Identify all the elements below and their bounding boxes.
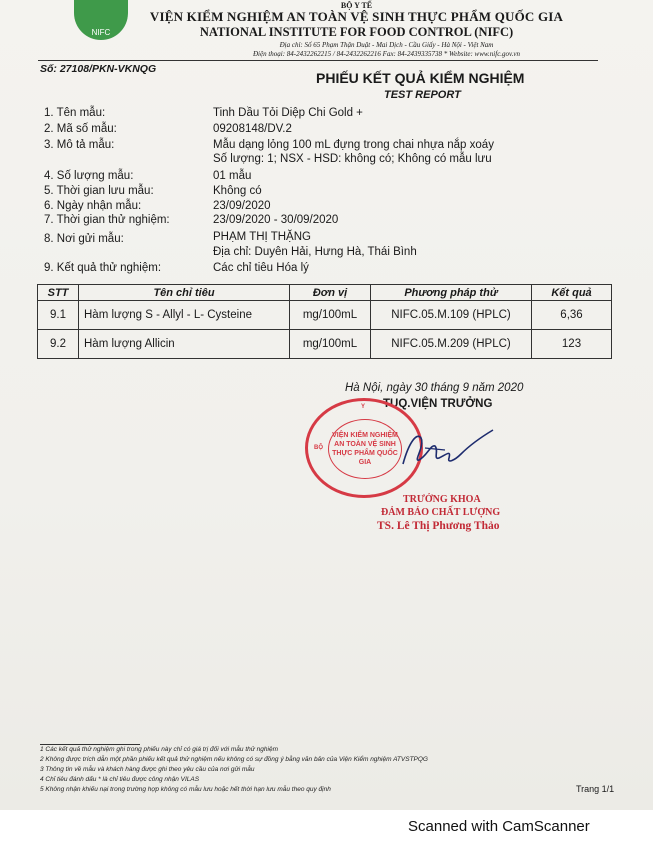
- place-date: Hà Nội, ngày 30 tháng 9 năm 2020: [345, 382, 524, 394]
- field-value: 23/09/2020 - 30/09/2020: [213, 214, 339, 226]
- field-label: 7. Thời gian thử nghiệm:: [44, 214, 170, 226]
- cell-result: 123: [532, 330, 612, 359]
- cell-unit: mg/100mL: [290, 301, 371, 330]
- column-header: Phương pháp thử: [371, 285, 532, 301]
- field-value-line2: Số lượng: 1; NSX - HSD: không có; Không có mẫu lưu: [213, 153, 492, 165]
- field-label: 4. Số lượng mẫu:: [44, 170, 134, 182]
- institute-address: [60, 41, 653, 59]
- report-title: PHIẾU KẾT QUẢ KIỂM NGHIỆM: [316, 70, 525, 86]
- document-number: Số: 27108/PKN-VKNQG: [40, 63, 157, 75]
- field-value: Các chỉ tiêu Hóa lý: [213, 262, 309, 274]
- field-label: 1. Tên mẫu:: [44, 107, 106, 119]
- contact-line: Điện thoại: 84-2432262215 / 84-2432262216 Fax: 84-2439335738 * Website: www.nifc.gov.vn: [252, 50, 520, 58]
- footnote: 1 Các kết quả thử nghiệm ghi trong phiếu này chỉ có giá trị đối với mẫu thử nghiệm: [40, 746, 278, 753]
- field-value: 09208148/DV.2: [213, 123, 292, 135]
- signer-position-2: ĐẢM BẢO CHẤT LƯỢNG: [381, 507, 501, 518]
- field-label: 2. Mã số mẫu:: [44, 123, 117, 135]
- column-header: Đơn vị: [290, 285, 371, 301]
- handwritten-signature: [395, 424, 495, 472]
- stamp-text: VIỆN KIỂM NGHIỆM AN TOÀN VỆ SINH THỰC PHẨM QUỐC GIA: [328, 419, 402, 479]
- footnote: 4 Chỉ tiêu đánh dấu * là chỉ tiêu được công nhận VILAS: [40, 776, 200, 783]
- field-value-line2: Địa chỉ: Duyên Hải, Hưng Hà, Thái Bình: [213, 246, 417, 258]
- table-row: [38, 330, 612, 359]
- cell-parameter: Hàm lượng Allicin: [79, 330, 290, 359]
- field-label: 3. Mô tả mẫu:: [44, 139, 115, 151]
- header-divider: [38, 60, 598, 61]
- stamp-edge-mark: Y: [361, 404, 366, 410]
- cell-unit: mg/100mL: [290, 330, 371, 359]
- footnote-divider: [40, 744, 140, 745]
- cell-result: 6,36: [532, 301, 612, 330]
- report-subtitle: TEST REPORT: [384, 89, 461, 101]
- footnote: 2 Không được trích dẫn một phần phiếu kết quả thử nghiệm nếu không có sự đồng ý bằng văn bản của Viện Kiểm nghiệm ATVSTPQG: [40, 756, 428, 763]
- field-label: 6. Ngày nhận mẫu:: [44, 200, 142, 212]
- cell-parameter: Hàm lượng S - Allyl - L- Cysteine: [79, 301, 290, 330]
- signer-name: TS. Lê Thị Phương Thảo: [377, 520, 500, 532]
- address-line: Địa chỉ: Số 65 Phạm Thận Duật - Mai Dịch - Cầu Giấy - Hà Nội - Việt Nam: [279, 41, 494, 49]
- table-header-row: [38, 285, 612, 301]
- field-label: 5. Thời gian lưu mẫu:: [44, 185, 154, 197]
- field-value: PHẠM THỊ THẶNG: [213, 231, 311, 243]
- cell-method: NIFC.05.M.109 (HPLC): [371, 301, 532, 330]
- field-value: Mẫu dạng lỏng 100 mL đựng trong chai nhựa nắp xoáy: [213, 139, 494, 151]
- field-value: Tinh Dầu Tỏi Diệp Chi Gold +: [213, 107, 363, 119]
- footnote: 5 Không nhận khiếu nại trong trường hợp không có mẫu lưu hoặc hết thời hạn lưu mẫu theo quy định: [40, 786, 331, 793]
- cell-stt: 9.1: [38, 301, 79, 330]
- institute-name-en: NATIONAL INSTITUTE FOR FOOD CONTROL (NIFC): [199, 25, 514, 39]
- cell-stt: 9.2: [38, 330, 79, 359]
- field-label: 8. Nơi gửi mẫu:: [44, 233, 124, 245]
- cell-method: NIFC.05.M.209 (HPLC): [371, 330, 532, 359]
- column-header: Kết quả: [532, 285, 612, 301]
- field-value: 01 mẫu: [213, 170, 252, 182]
- signer-role: TUQ.VIỆN TRƯỞNG: [383, 398, 493, 410]
- results-table: [37, 284, 612, 359]
- signer-position-1: TRƯỞNG KHOA: [403, 494, 481, 505]
- logo-text: NIFC: [91, 28, 111, 37]
- field-value: 23/09/2020: [213, 200, 271, 212]
- page-number: Trang 1/1: [576, 784, 615, 794]
- ministry-name: BỘ Y TẾ: [340, 1, 373, 10]
- field-label: 9. Kết quả thử nghiệm:: [44, 262, 162, 274]
- field-value: Không có: [213, 185, 262, 197]
- column-header: Tên chỉ tiêu: [79, 285, 290, 301]
- institute-name-vn: VIỆN KIỂM NGHIỆM AN TOÀN VỆ SINH THỰC PHẨM QUỐC GIA: [149, 9, 564, 24]
- table-row: [38, 301, 612, 330]
- column-header: STT: [38, 285, 79, 301]
- stamp-edge-mark: BỘ: [314, 445, 323, 451]
- footnote: 3 Thông tin về mẫu và khách hàng được ghi theo yêu cầu của nơi gửi mẫu: [40, 766, 255, 773]
- camscanner-watermark: Scanned with CamScanner: [408, 818, 590, 835]
